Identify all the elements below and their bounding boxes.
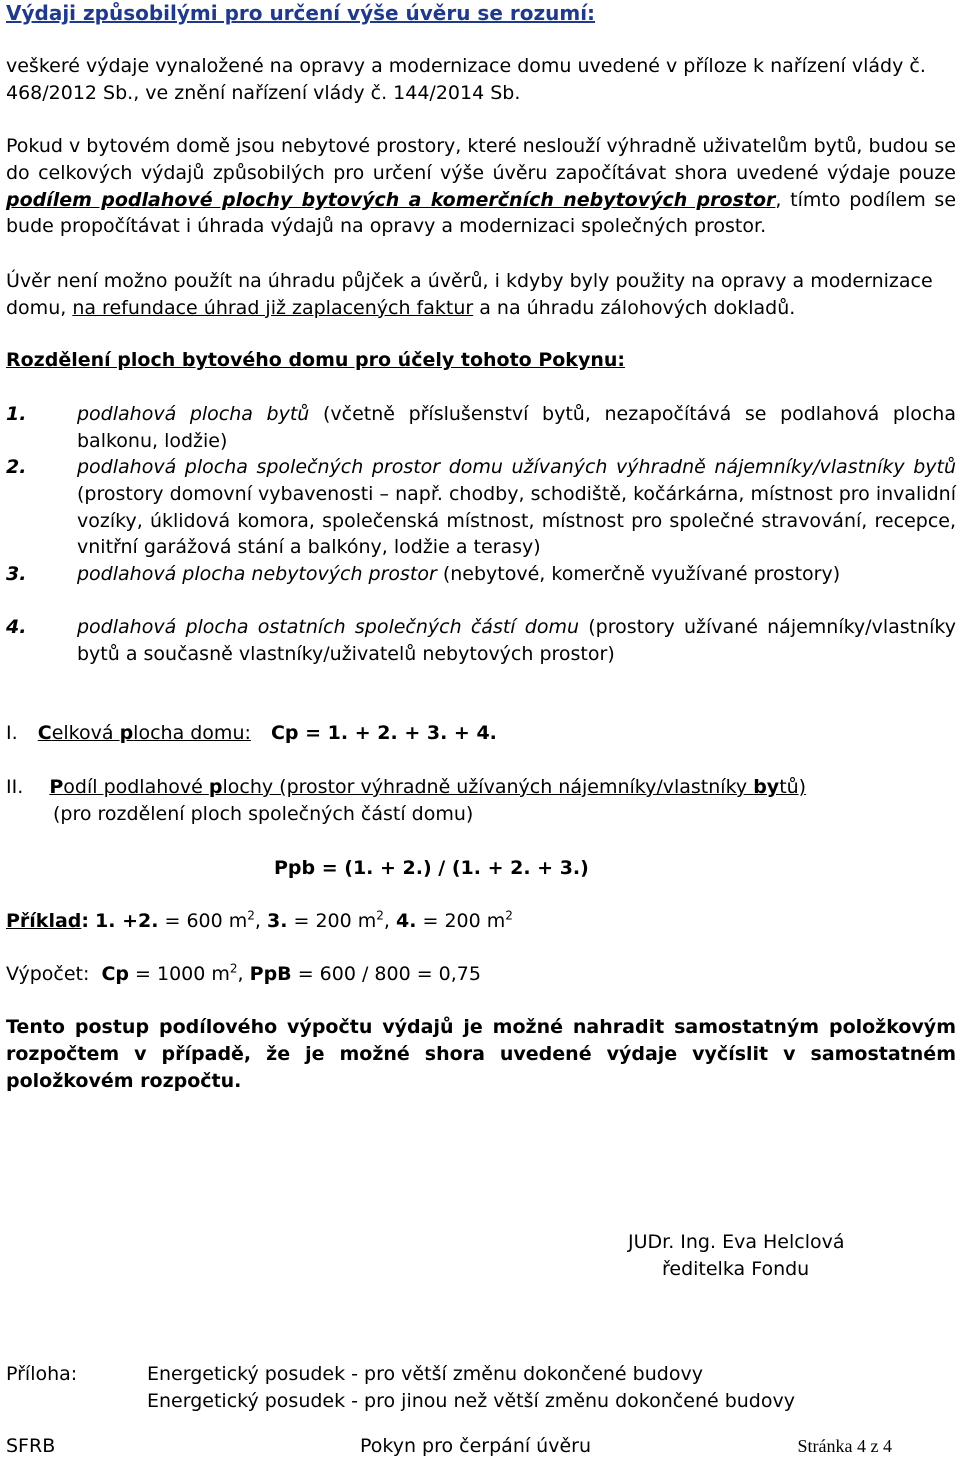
- residential-share-formula: Ppb = (1. + 2.) / (1. + 2. + 3.): [274, 857, 589, 879]
- subheading-areas: Rozdělení ploch bytového domu pro účely tohoto Pokynu:: [6, 349, 625, 371]
- total-area-label: Celková plocha domu:: [37, 722, 251, 744]
- list-item-text: (prostory užívané nájemníky/vlastníky bytů a současně vlastníky/uživatelů nebytových prostor): [77, 616, 956, 665]
- list-item-text: (prostory domovní vybavenosti – např. chodby, schodiště, kočárkárna, místnost pro invalidní vozíky, úklidová komora, společenská místnost, místnost pro společné stravování, recepce, vnitřní garážová stání a balkóny, lodžie a terasy): [77, 482, 956, 559]
- attachment-item: Energetický posudek - pro větší změnu dokončené budovy: [147, 1363, 703, 1385]
- section-title: Výdaji způsobilými pro určení výše úvěru se rozumí:: [6, 1, 596, 25]
- roman-numeral: II.: [6, 776, 24, 798]
- paragraph-nonresidential-share: [6, 133, 956, 240]
- residential-share-line: [6, 774, 956, 801]
- list-number: 2.: [6, 456, 27, 478]
- total-area-line: [6, 720, 956, 747]
- list-item-text: (nebytové, komerčně využívané prostory): [436, 563, 841, 585]
- text: a na úhradu zálohových dokladů.: [473, 296, 796, 319]
- list-item-term: podlahová plocha společných prostor domu užívaných výhradně nájemníky/vlastníky bytů: [77, 456, 956, 478]
- total-area-formula: Cp = 1. + 2. + 3. + 4.: [270, 722, 497, 744]
- roman-numeral: I.: [6, 722, 18, 744]
- text: Pokud v bytovém domě jsou nebytové prostory, které neslouží výhradně uživatelům bytů, budou se do celkových výdajů způsobilých pro určení výše úvěru započítávat shora uvedené výdaje pouze: [6, 135, 956, 184]
- footer-page-number: Stránka 4 z 4: [797, 1436, 892, 1456]
- list-item: [77, 614, 956, 668]
- list-number: 1.: [6, 403, 27, 425]
- attachments-label: Příloha:: [6, 1363, 78, 1385]
- list-item-term: podlahová plocha nebytových prostor: [77, 563, 437, 585]
- signature-role: ředitelka Fondu: [662, 1258, 810, 1280]
- signature-name: JUDr. Ing. Eva Helclová: [628, 1231, 845, 1253]
- example-label: Příklad: [6, 910, 82, 932]
- calculation-line: Výpočet: Cp = 1000 $m^2$, PpB = 600 / 800 = 0,75: [6, 961, 481, 985]
- footer-left: SFRB: [6, 1435, 56, 1457]
- paragraph-loan-restrictions: [6, 268, 956, 322]
- calculation-label: Výpočet:: [6, 963, 96, 985]
- footer-center: Pokyn pro čerpání úvěru: [360, 1435, 592, 1457]
- text: Úvěr není možno použít na úhradu půjček a úvěrů, i kdyby byly použity na opravy a modernizace domu,: [6, 270, 933, 319]
- underlined-text: na refundace úhrad již zaplacených faktur: [72, 296, 474, 319]
- paragraph-eligible-costs: veškeré výdaje vynaložené na opravy a modernizace domu uvedené v příloze k nařízení vlády č. 468/2012 Sb., ve znění nařízení vlády č. 144/2014 Sb.: [6, 55, 926, 104]
- list-number: 3.: [6, 563, 27, 585]
- residential-share-label: Podíl podlahové plochy (prostor výhradně užívaných nájemníky/vlastníky bytů): [49, 776, 807, 798]
- text: , tímto podílem se bude propočítávat i úhrada výdajů na opravy a modernizaci společných prostor.: [6, 188, 957, 238]
- list-item-text: (včetně příslušenství bytů, nezapočítává se podlahová plocha balkonu, lodžie): [77, 403, 956, 452]
- example-line: Příklad: 1. +2. = 600 $m^2$, 3. = 200 $m^2$, 4. = 200 $m^2$: [6, 908, 513, 932]
- list-number: 4.: [6, 616, 27, 638]
- residential-share-note: (pro rozdělení ploch společných částí domu): [53, 803, 474, 825]
- list-item: [77, 561, 956, 588]
- list-item-term: podlahová plocha bytů: [77, 403, 310, 425]
- list-item: [77, 401, 956, 455]
- list-item-term: podlahová plocha ostatních společných částí domu: [77, 616, 580, 638]
- paragraph-itemized-alternative: Tento postup podílového výpočtu výdajů je možné nahradit samostatným položkovým rozpočtem v případě, že je možné shora uvedené výdaje vyčíslit v samostatném položkovém rozpočtu.: [6, 1016, 956, 1092]
- emphasis-text: podílem podlahové plochy bytových a komerčních nebytových prostor: [6, 188, 776, 211]
- list-item: [77, 454, 956, 561]
- attachment-item: Energetický posudek - pro jinou než větší změnu dokončené budovy: [147, 1390, 795, 1412]
